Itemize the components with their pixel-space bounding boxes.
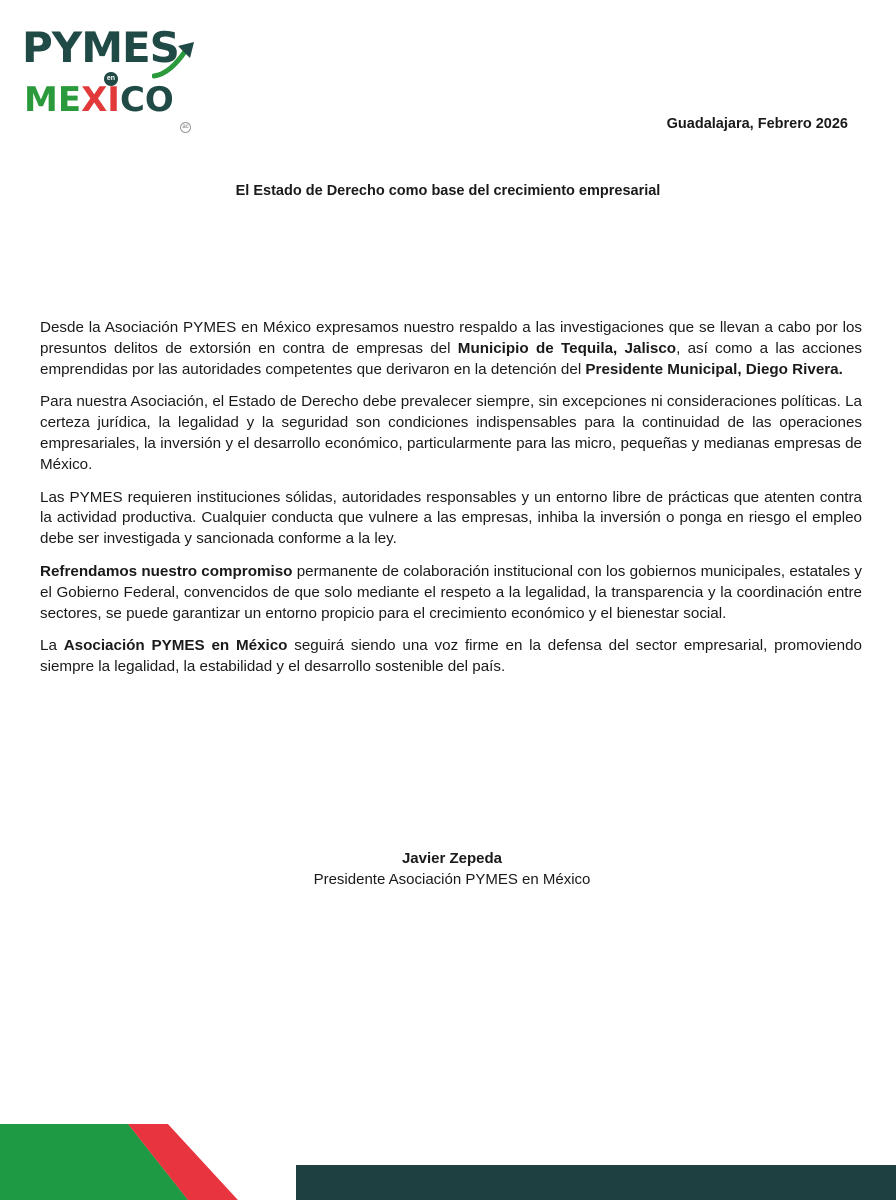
place-and-date: Guadalajara, Febrero 2026 xyxy=(666,116,848,132)
paragraph-4-bold-a: Refrendamos nuestro compromiso xyxy=(40,562,293,580)
paragraph-5-text-a: La xyxy=(40,637,64,655)
paragraph-3: Las PYMES requieren instituciones sólidas, autoridades responsables y un entorno libre de prácticas que atenten contra la actividad productiva. Cualquier conducta que vulnere a las empresas, inhiba la inversión o ponga en riesgo el empleo debe ser investigada y sancionada conforme a la ley. xyxy=(40,488,862,548)
paragraph-1-bold-b: Presidente Municipal, Diego Rivera. xyxy=(585,360,843,378)
logo-mexico-part-2: XI xyxy=(81,80,120,120)
paragraph-2: Para nuestra Asociación, el Estado de Derecho debe prevalecer siempre, sin excepciones ni consideraciones políticas. La certeza jurídica, la legalidad y la seguridad son condiciones indispensables para la continuidad de las operaciones empresariales, la inversión y el desarrollo económico, particularmente para las micro, pequeñas y medianas empresas de México. xyxy=(40,393,862,473)
paragraph-5-text-b: seguirá siendo una voz firme en la defensa del sector empresarial, promoviendo siempre la legalidad, la estabilidad y el desarrollo sostenible del país. xyxy=(40,637,862,676)
paragraph-4-text-a: permanente de colaboración institucional con los gobiernos municipales, estatales y el Gobierno Federal, convencidos de que solo mediante el respeto a la legalidad, la transparencia y la coordinación entre sectores, se puede garantizar un entorno propicio para el crecimiento económico y el bienestar social. xyxy=(40,562,862,622)
document-title: El Estado de Derecho como base del crecimiento empresarial xyxy=(235,183,661,199)
paragraph-1-text-b: , así como a las acciones emprendidas por las autoridades competentes que derivaron en la detención del xyxy=(40,339,862,378)
logo-mexico-text xyxy=(24,82,174,118)
signatory-name: Javier Zepeda xyxy=(401,850,503,867)
paragraph-1-bold-a: Municipio de Tequila, Jalisco xyxy=(457,339,677,357)
logo-en-badge: en xyxy=(104,72,118,86)
growth-arrow-icon xyxy=(152,40,196,80)
signatory-role: Presidente Asociación PYMES en México xyxy=(313,871,591,888)
footer-dark-band xyxy=(296,1165,896,1200)
logo-pymes-text: PYMES xyxy=(22,23,179,72)
footer-decoration xyxy=(0,1120,896,1200)
paragraph-4 xyxy=(40,562,862,624)
logo-mexico-part-1: ME xyxy=(24,80,82,120)
document-body xyxy=(40,318,862,690)
logo-ac-mark: ac xyxy=(180,122,191,133)
paragraph-1 xyxy=(40,318,862,380)
paragraph-1-text-a: Desde la Asociación PYMES en México expresamos nuestro respaldo a las investigaciones que se llevan a cabo por los presuntos delitos de extorsión en contra de empresas del xyxy=(40,319,862,357)
logo-mexico-part-3: CO xyxy=(119,80,174,120)
paragraph-5-bold-a: Asociación PYMES en México xyxy=(63,637,288,655)
pymes-en-mexico-logo xyxy=(22,23,192,130)
paragraph-5 xyxy=(40,636,862,678)
signature-block xyxy=(0,848,896,890)
